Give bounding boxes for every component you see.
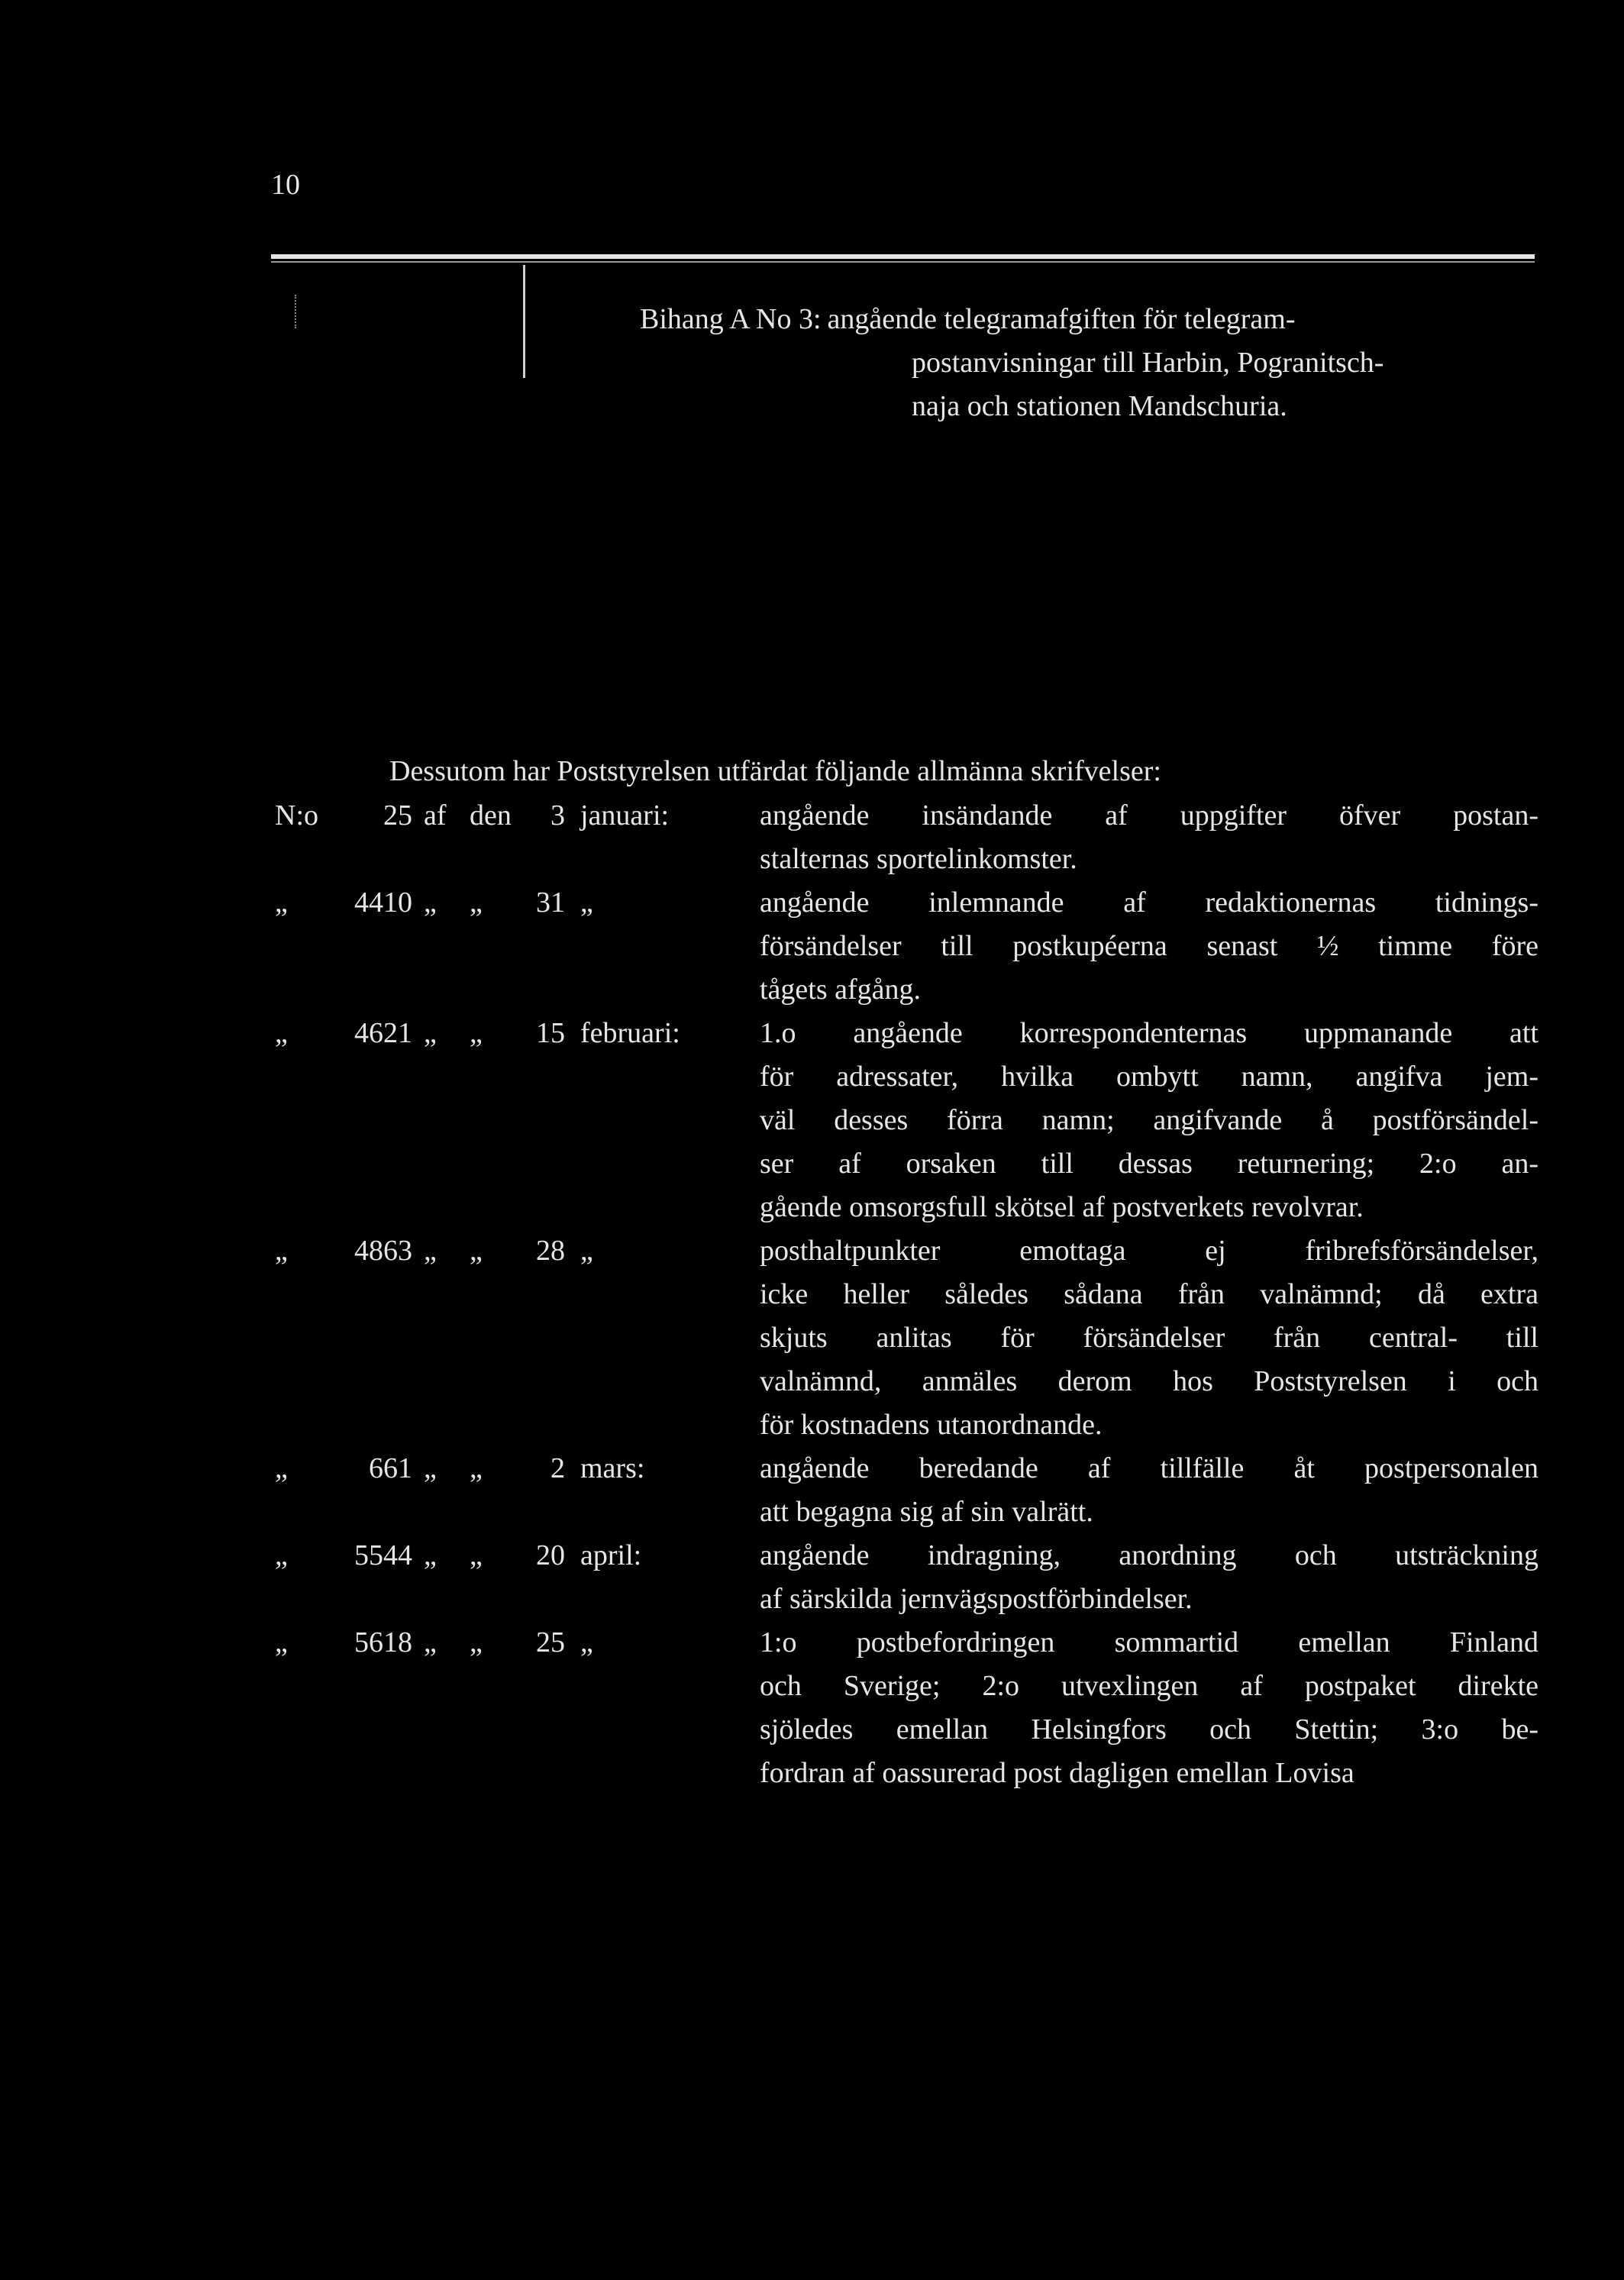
reference-prefix: „ xyxy=(275,1539,288,1571)
reference-prefix: „ xyxy=(275,886,288,919)
appendix-label: Bihang A No 3: xyxy=(640,303,822,335)
letter-description xyxy=(760,1621,1538,1795)
letter-entry xyxy=(0,794,1624,881)
reference-ditto-2: „ xyxy=(470,886,483,919)
description-line: icke heller således sådana från valnämnd; då extra xyxy=(760,1278,1538,1310)
reference-day: 20 xyxy=(536,1539,565,1571)
description-line: tågets afgång. xyxy=(760,974,922,1006)
letter-description xyxy=(760,881,1538,1012)
description-line: angående inlemnande af redaktionernas tidnings- xyxy=(760,886,1538,919)
reference-ditto-1: „ xyxy=(424,1017,437,1049)
description-line: angående insändande af uppgifter öfver postan- xyxy=(760,799,1538,832)
reference-prefix: N:o xyxy=(275,799,318,832)
reference-ditto-2: „ xyxy=(470,1017,483,1049)
description-line: gående omsorgsfull skötsel af postverkets revolvrar. xyxy=(760,1191,1364,1223)
letter-reference xyxy=(0,881,733,925)
description-line: 1:o postbefordringen sommartid emellan Finland xyxy=(760,1626,1538,1658)
letter-entry xyxy=(0,1012,1624,1229)
reference-prefix: „ xyxy=(275,1452,288,1484)
letter-entry xyxy=(0,1229,1624,1447)
letter-description xyxy=(760,1012,1538,1229)
reference-ditto-1: af xyxy=(424,799,447,832)
reference-prefix: „ xyxy=(275,1017,288,1049)
reference-ditto-2: „ xyxy=(470,1539,483,1571)
reference-day: 28 xyxy=(536,1235,565,1267)
reference-day: 25 xyxy=(536,1626,565,1658)
reference-number: 25 xyxy=(383,799,412,832)
description-line: för kostnadens utanordnande. xyxy=(760,1409,1103,1441)
reference-ditto-1: „ xyxy=(424,1235,437,1267)
reference-number: 4863 xyxy=(354,1235,412,1267)
letter-entry xyxy=(0,881,1624,1012)
reference-ditto-1: „ xyxy=(424,1539,437,1571)
letter-reference xyxy=(0,1447,733,1490)
description-line: försändelser till postkupéerna senast ½ timme före xyxy=(760,930,1538,962)
reference-number: 5618 xyxy=(354,1626,412,1658)
reference-prefix: „ xyxy=(275,1235,288,1267)
reference-prefix: „ xyxy=(275,1626,288,1658)
letter-entry xyxy=(0,1621,1624,1795)
letter-description xyxy=(760,1447,1538,1534)
header-rule xyxy=(271,254,1535,259)
description-line: stalternas sportelinkomster. xyxy=(760,843,1077,875)
header-rule-thin xyxy=(271,261,1535,263)
reference-day: 3 xyxy=(550,799,565,832)
description-line: posthaltpunkter emottaga ej fribrefsförsändelser, xyxy=(760,1235,1538,1267)
description-line: väl desses förra namn; angifvande å postförsändel- xyxy=(760,1104,1538,1136)
letter-entry xyxy=(0,1447,1624,1534)
letter-description xyxy=(760,1534,1538,1621)
reference-day: 31 xyxy=(536,886,565,919)
letter-list xyxy=(0,794,1624,1795)
letter-entry xyxy=(0,1534,1624,1621)
description-line: sjöledes emellan Helsingfors och Stettin; 3:o be- xyxy=(760,1713,1538,1746)
letter-description xyxy=(760,794,1538,881)
description-line: att begagna sig af sin valrätt. xyxy=(760,1496,1093,1528)
reference-month: „ xyxy=(580,1235,593,1267)
reference-ditto-2: „ xyxy=(470,1626,483,1658)
letter-reference xyxy=(0,794,733,838)
letter-reference xyxy=(0,1012,733,1055)
reference-day: 15 xyxy=(536,1017,565,1049)
letter-description xyxy=(760,1229,1538,1447)
reference-month: februari: xyxy=(580,1017,680,1049)
letter-reference xyxy=(0,1229,733,1273)
reference-month: „ xyxy=(580,886,593,919)
description-line: fordran af oassurerad post dagligen emellan Lovisa xyxy=(760,1757,1354,1789)
reference-number: 5544 xyxy=(354,1539,412,1571)
reference-month: april: xyxy=(580,1539,642,1571)
reference-number: 661 xyxy=(369,1452,412,1484)
reference-day: 2 xyxy=(550,1452,565,1484)
reference-ditto-2: „ xyxy=(470,1452,483,1484)
column-divider xyxy=(523,265,525,378)
reference-ditto-1: „ xyxy=(424,1626,437,1658)
reference-number: 4621 xyxy=(354,1017,412,1049)
description-line: 1.o angående korrespondenternas uppmanande att xyxy=(760,1017,1538,1049)
reference-ditto-1: „ xyxy=(424,1452,437,1484)
description-line: valnämnd, anmäles derom hos Poststyrelsen i och xyxy=(760,1365,1538,1397)
page-number: 10 xyxy=(271,169,300,201)
description-line: angående indragning, anordning och utsträckning xyxy=(760,1539,1538,1571)
description-line: ser af orsaken till dessas returnering; 2:o an- xyxy=(760,1148,1538,1180)
description-line: och Sverige; 2:o utvexlingen af postpaket direkte xyxy=(760,1670,1538,1702)
appendix-text-line: postanvisningar till Harbin, Pogranitsch- xyxy=(912,347,1384,379)
reference-month: „ xyxy=(580,1626,593,1658)
reference-number: 4410 xyxy=(354,886,412,919)
reference-ditto-1: „ xyxy=(424,886,437,919)
letter-reference xyxy=(0,1534,733,1578)
reference-month: januari: xyxy=(580,799,670,832)
dotted-divider xyxy=(295,295,298,328)
description-line: af särskilda jernvägspostförbindelser. xyxy=(760,1583,1193,1615)
description-line: för adressater, hvilka ombytt namn, angifva jem- xyxy=(760,1061,1538,1093)
reference-month: mars: xyxy=(580,1452,645,1484)
description-line: skjuts anlitas för försändelser från central- till xyxy=(760,1322,1538,1354)
appendix-text-line: naja och stationen Mandschuria. xyxy=(912,390,1287,422)
letter-reference xyxy=(0,1621,733,1665)
reference-ditto-2: den xyxy=(470,799,512,832)
appendix-note xyxy=(640,298,1518,428)
reference-ditto-2: „ xyxy=(470,1235,483,1267)
intro-paragraph: Dessutom har Poststyrelsen utfärdat följande allmänna skrifvelser: xyxy=(389,755,1161,787)
appendix-note-line-1 xyxy=(640,298,1518,341)
description-line: angående beredande af tillfälle åt postpersonalen xyxy=(760,1452,1538,1484)
appendix-text-line: angående telegramafgiften för telegram- xyxy=(827,303,1296,335)
